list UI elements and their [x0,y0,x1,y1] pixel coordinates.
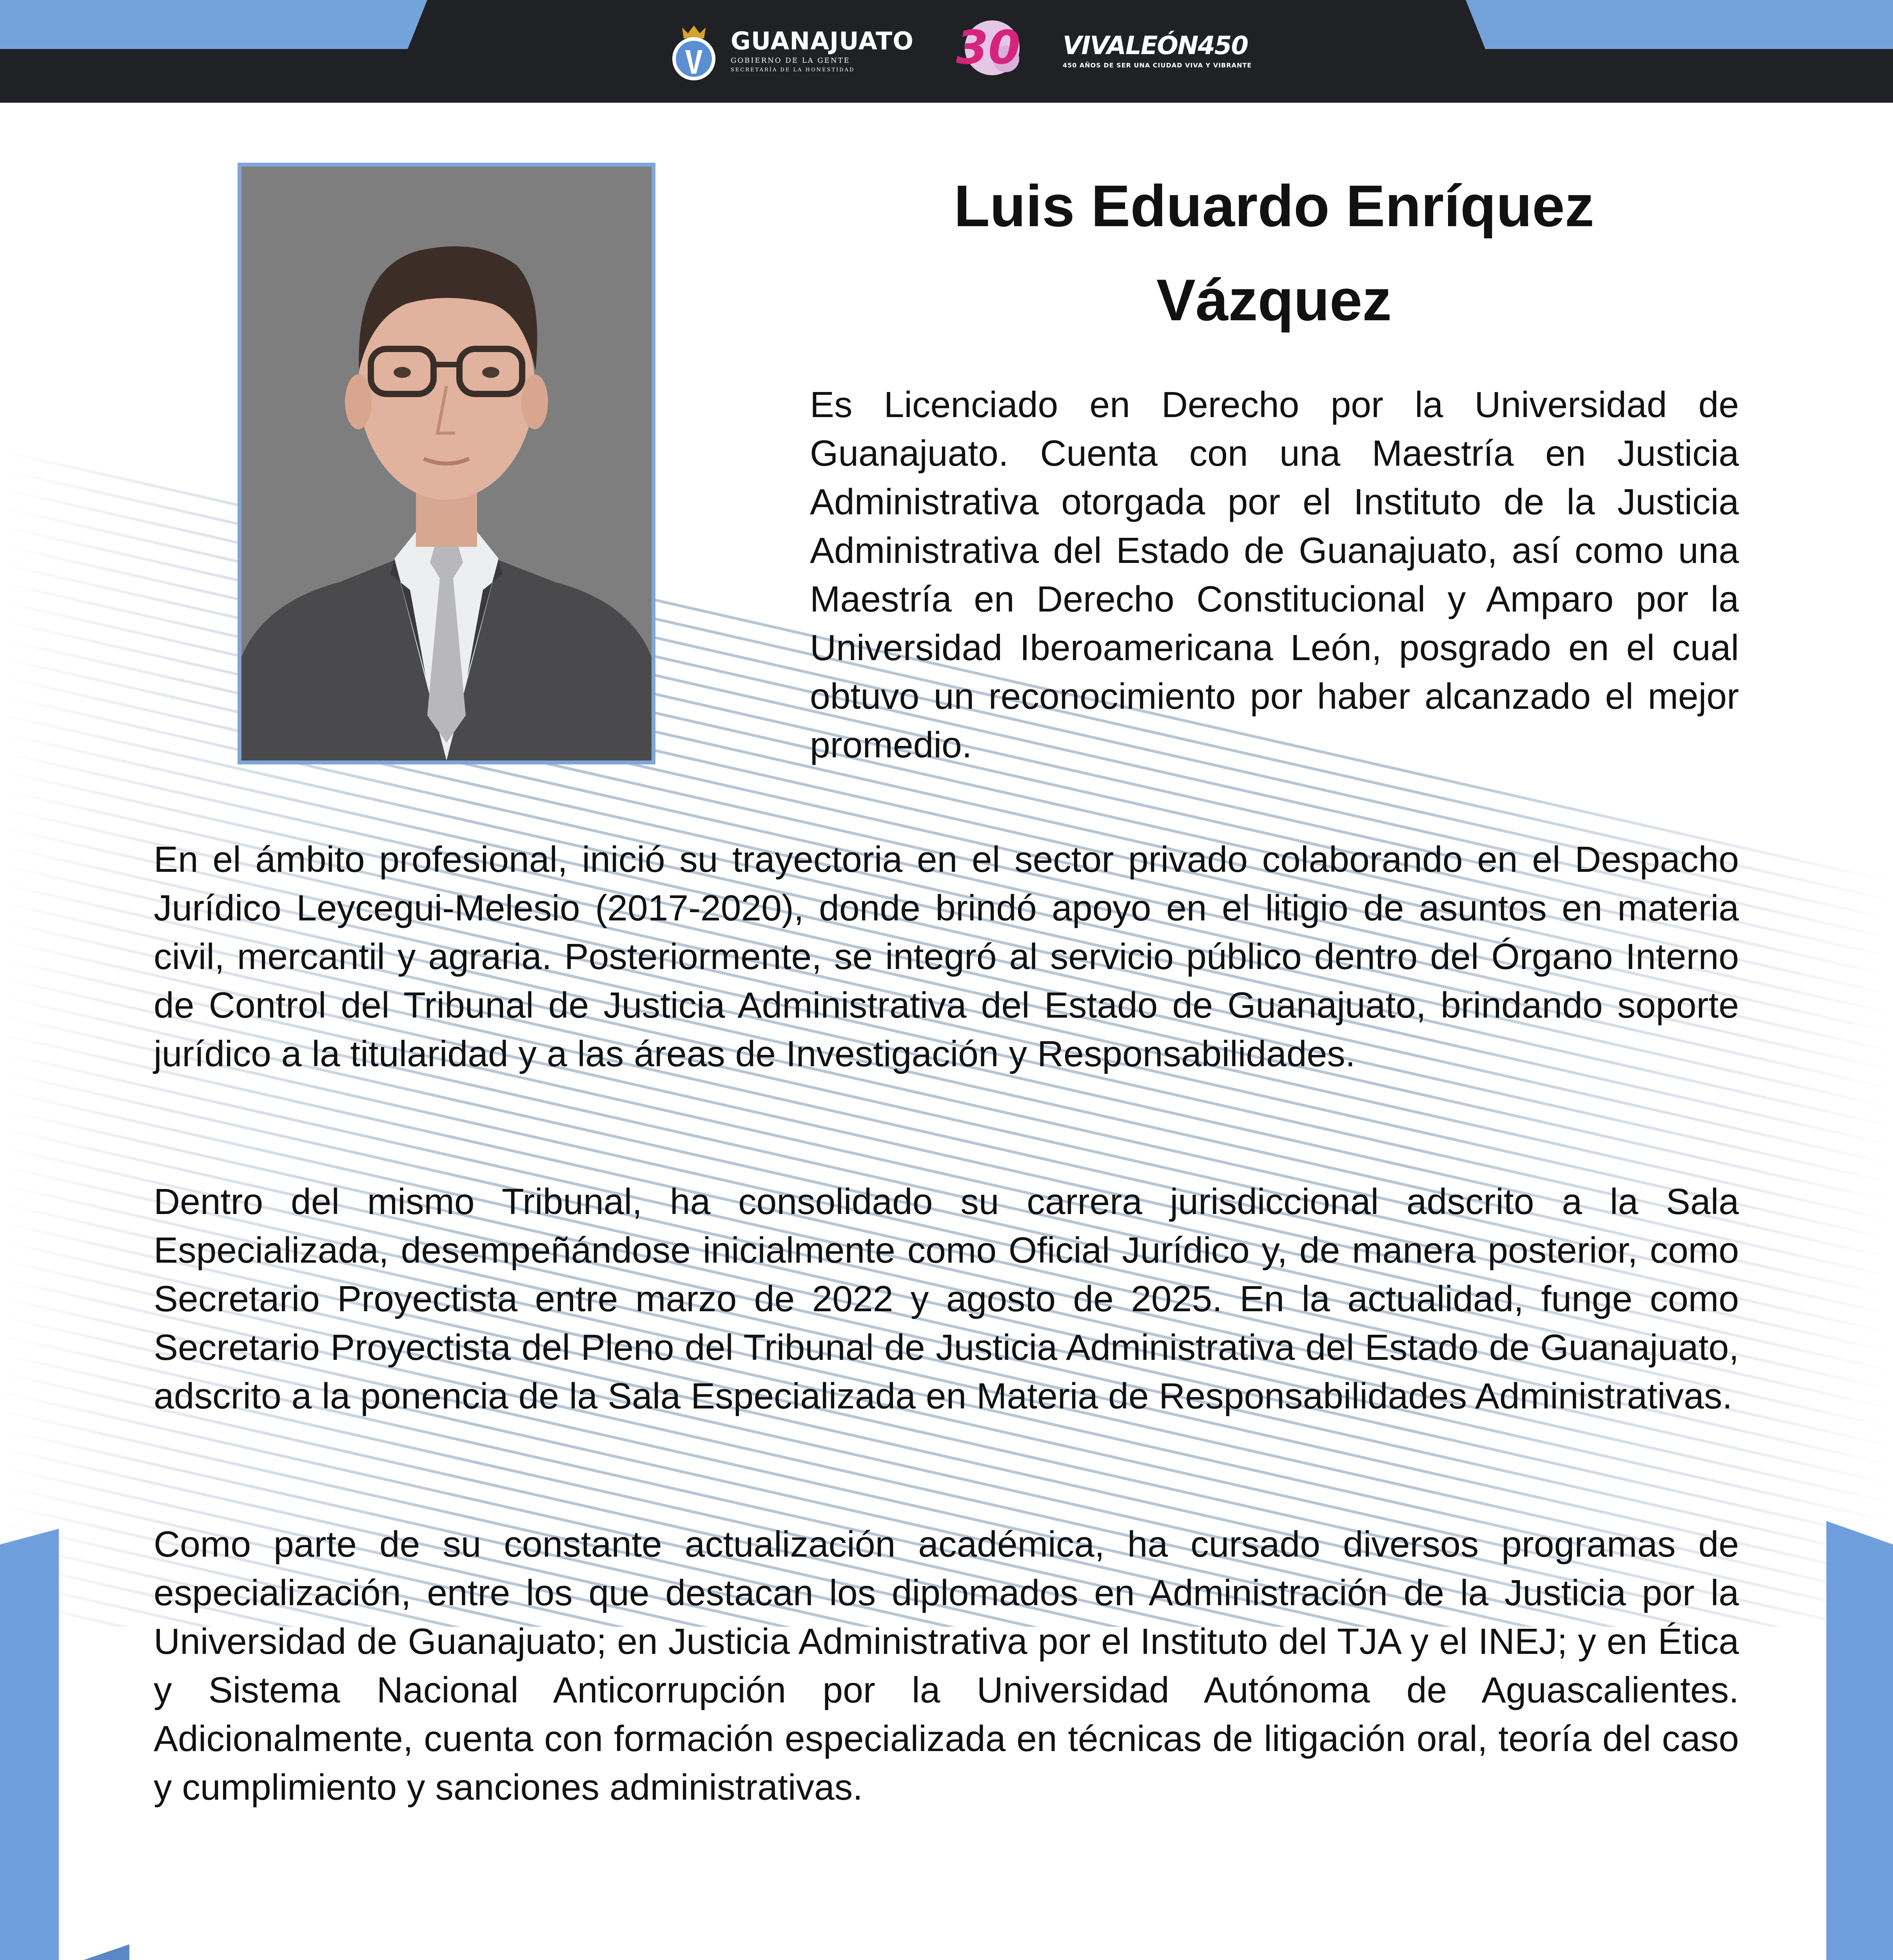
bio-paragraph-training: Como parte de su constante actualización académica, ha cursado diversos programas de especialización, entre los que destacan los diplomados en Administración de la Justicia por la Universidad de Guanajuato; en Justicia Administrativa por el Instituto del TJA y el INEJ; y en Ética y Sistema Nacional Anticorrupción por la Universidad Autónoma de Aguascalientes. Adicionalmente, cuenta con formación especializada en técnicas de litigación oral, teoría del caso y cumplimiento y sanciones administrativas. [154,1524,1739,1808]
header-logos [666,12,1252,90]
anniversary-30-logo [949,16,1027,86]
anniversary-number: 30 [956,20,1020,74]
profile-name-line1: Luis Eduardo Enríquez [954,173,1594,239]
bio-paragraph-tribunal: Dentro del mismo Tribunal, ha consolidado su carrera jurisdiccional adscrito a la Sala Especializada, desempeñándose inicialmente como Oficial Jurídico y, de manera posterior, como Secretario Proyectista entre marzo de 2022 y agosto de 2025. En la actualidad, funge como Secretario Proyectista del Pleno del Tribunal de Justicia Administrativa del Estado de Guanajuato, adscrito a la ponencia de la Sala Especializada en Materia de Responsabilidades Administrativas. [154,1181,1739,1416]
bio-paragraph-professional: En el ámbito profesional, inició su trayectoria en el sector privado colaborando en el Despacho Jurídico Leycegui-Melesio (2017-2020), donde brindó apoyo en el litigio de asuntos en materia civil, mercantil y agraria. Posteriormente, se integró al servicio público dentro del Órgano Interno de Control del Tribunal de Justicia Administrativa del Estado de Guanajuato, brindando soporte jurídico a la titularidad y a las áreas de Investigación y Responsabilidades. [154,839,1739,1074]
viva-leon-logo [1063,33,1252,69]
top-right-corner-shape [1462,0,1893,51]
viva-leon-tagline: 450 AÑOS DE SER UNA CIUDAD VIVA Y VIBRANTE [1062,61,1252,69]
profile-name [835,159,1713,347]
guanajuato-department: SECRETARÍA DE LA HONESTIDAD [731,67,855,73]
guanajuato-name: GUANAJUATO [731,27,914,55]
right-side-bars [1736,1521,1893,1960]
portrait-illustration [241,167,652,760]
guanajuato-tagline: GOBIERNO DE LA GENTE [731,56,850,65]
left-side-bars [0,1529,157,1960]
viva-leon-name: VIVALEÓN450 [1062,31,1248,60]
top-left-corner-shape [0,0,431,51]
bio-paragraph-education: Es Licenciado en Derecho por la Universidad de Guanajuato. Cuenta con una Maestría en Justicia Administrativa otorgada por el Instituto de la Justicia Administrativa del Estado de Guanajuato, así como una Maestría en Derecho Constitucional y Amparo por la Universidad Iberoamericana León, posgrado en el cual obtuvo un reconocimiento por haber alcanzado el mejor promedio. [810,384,1739,765]
profile-photo [238,163,655,764]
profile-name-line2: Vázquez [1156,267,1392,333]
guanajuato-crest-icon [666,20,721,82]
guanajuato-logo [666,20,914,82]
